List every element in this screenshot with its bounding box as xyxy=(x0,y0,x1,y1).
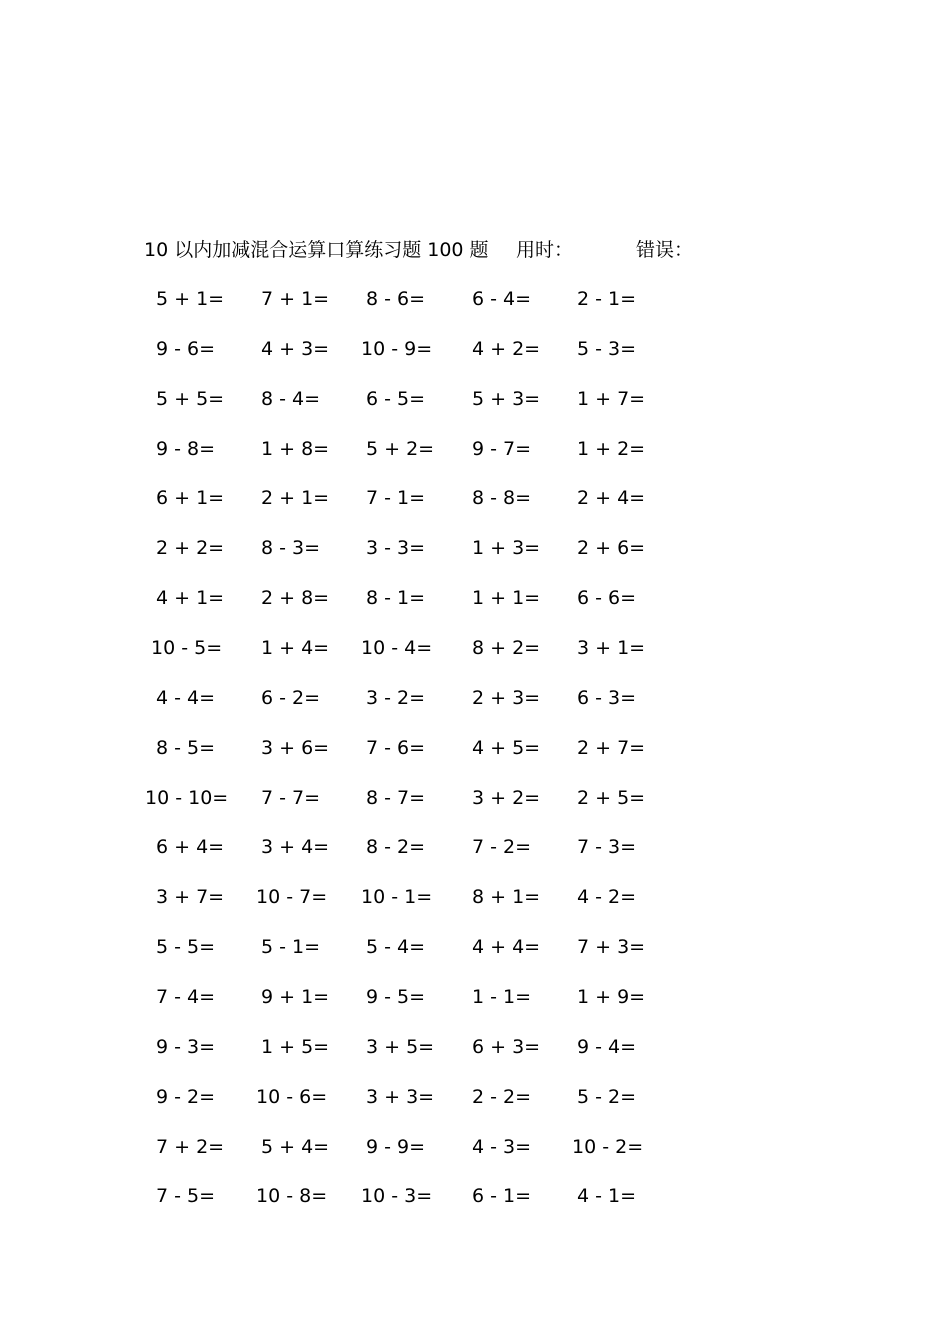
arithmetic-problem: 1 + 9= xyxy=(577,985,646,1008)
arithmetic-problem: 5 + 5= xyxy=(156,387,225,410)
problem-row xyxy=(0,733,950,763)
arithmetic-problem: 3 - 2= xyxy=(366,686,426,709)
arithmetic-problem: 9 - 6= xyxy=(156,337,216,360)
arithmetic-problem: 9 - 8= xyxy=(156,437,216,460)
arithmetic-problem: 4 - 3= xyxy=(472,1135,532,1158)
arithmetic-problem: 2 + 7= xyxy=(577,736,646,759)
arithmetic-problem: 1 + 4= xyxy=(261,637,330,659)
error-count-label: 错误： xyxy=(636,239,694,261)
arithmetic-problem: 7 - 2= xyxy=(472,836,532,859)
arithmetic-problem: 1 + 3= xyxy=(472,537,541,560)
problem-row xyxy=(0,483,950,513)
arithmetic-problem: 4 - 4= xyxy=(156,686,216,709)
problem-row xyxy=(0,1032,950,1062)
arithmetic-problem: 2 - 1= xyxy=(577,288,637,310)
arithmetic-problem: 5 + 3= xyxy=(472,387,541,410)
arithmetic-problem: 2 + 4= xyxy=(577,487,646,510)
arithmetic-problem: 9 - 7= xyxy=(472,437,532,460)
arithmetic-problem: 4 + 3= xyxy=(261,337,330,360)
arithmetic-problem: 7 - 6= xyxy=(366,736,426,759)
arithmetic-problem: 8 - 1= xyxy=(366,587,426,610)
arithmetic-problem: 6 - 5= xyxy=(366,387,426,410)
arithmetic-problem: 2 + 8= xyxy=(261,587,330,610)
arithmetic-problem: 9 - 5= xyxy=(366,985,426,1008)
arithmetic-problem: 5 - 4= xyxy=(366,936,426,959)
worksheet-header xyxy=(0,236,950,264)
arithmetic-problem: 9 - 4= xyxy=(577,1035,637,1058)
arithmetic-problem: 8 - 8= xyxy=(472,487,532,510)
problem-row xyxy=(0,832,950,862)
arithmetic-problem: 10 - 5= xyxy=(151,637,223,659)
arithmetic-problem: 5 + 2= xyxy=(366,437,435,460)
arithmetic-problem: 1 + 7= xyxy=(577,387,646,410)
problem-row xyxy=(0,932,950,962)
arithmetic-problem: 7 + 2= xyxy=(156,1135,225,1158)
arithmetic-problem: 10 - 1= xyxy=(361,886,433,909)
problem-row xyxy=(0,1082,950,1112)
arithmetic-problem: 4 + 1= xyxy=(156,587,225,610)
problem-row xyxy=(0,882,950,912)
arithmetic-problem: 3 + 4= xyxy=(261,836,330,859)
arithmetic-problem: 3 + 5= xyxy=(366,1035,435,1058)
arithmetic-problem: 3 + 6= xyxy=(261,736,330,759)
arithmetic-problem: 8 + 2= xyxy=(472,637,541,659)
arithmetic-problem: 9 - 9= xyxy=(366,1135,426,1158)
problem-row xyxy=(0,982,950,1012)
arithmetic-problem: 7 + 3= xyxy=(577,936,646,959)
arithmetic-problem: 3 + 7= xyxy=(156,886,225,909)
arithmetic-problem: 10 - 9= xyxy=(361,337,433,360)
arithmetic-problem: 5 + 1= xyxy=(156,288,225,310)
problem-row xyxy=(0,434,950,464)
problem-row xyxy=(0,1132,950,1162)
time-used-label: 用时： xyxy=(516,239,574,261)
problem-row xyxy=(0,783,950,813)
arithmetic-problem: 10 - 7= xyxy=(256,886,328,909)
arithmetic-problem: 7 - 1= xyxy=(366,487,426,510)
arithmetic-problem: 9 - 3= xyxy=(156,1035,216,1058)
arithmetic-problem: 4 + 4= xyxy=(472,936,541,959)
arithmetic-problem: 1 - 1= xyxy=(472,985,532,1008)
arithmetic-problem: 3 + 3= xyxy=(366,1085,435,1108)
arithmetic-problem: 10 - 4= xyxy=(361,637,433,659)
arithmetic-problem: 5 - 2= xyxy=(577,1085,637,1108)
arithmetic-problem: 1 + 5= xyxy=(261,1035,330,1058)
arithmetic-problem: 5 + 4= xyxy=(261,1135,330,1158)
arithmetic-problem: 10 - 2= xyxy=(572,1135,644,1158)
problem-row xyxy=(0,334,950,364)
arithmetic-problem: 1 + 8= xyxy=(261,437,330,460)
arithmetic-problem: 1 + 2= xyxy=(577,437,646,460)
arithmetic-problem: 6 - 3= xyxy=(577,686,637,709)
arithmetic-problem: 8 - 6= xyxy=(366,288,426,310)
arithmetic-problem: 5 - 3= xyxy=(577,337,637,360)
problem-row xyxy=(0,633,950,663)
arithmetic-problem: 2 - 2= xyxy=(472,1085,532,1108)
arithmetic-problem: 6 + 3= xyxy=(472,1035,541,1058)
problem-row xyxy=(0,533,950,563)
arithmetic-problem: 4 - 1= xyxy=(577,1185,637,1208)
arithmetic-problem: 3 + 1= xyxy=(577,637,646,659)
arithmetic-problem: 2 + 1= xyxy=(261,487,330,510)
problem-row xyxy=(0,384,950,414)
arithmetic-problem: 4 - 2= xyxy=(577,886,637,909)
arithmetic-problem: 10 - 3= xyxy=(361,1185,433,1208)
arithmetic-problem: 8 + 1= xyxy=(472,886,541,909)
arithmetic-problem: 3 - 3= xyxy=(366,537,426,560)
problem-row xyxy=(0,1181,950,1211)
arithmetic-problem: 9 + 1= xyxy=(261,985,330,1008)
arithmetic-problem: 8 - 3= xyxy=(261,537,321,560)
arithmetic-problem: 6 - 1= xyxy=(472,1185,532,1208)
arithmetic-problem: 8 - 5= xyxy=(156,736,216,759)
arithmetic-problem: 6 + 1= xyxy=(156,487,225,510)
arithmetic-problem: 3 + 2= xyxy=(472,786,541,809)
arithmetic-problem: 7 - 3= xyxy=(577,836,637,859)
arithmetic-problem: 7 + 1= xyxy=(261,288,330,310)
arithmetic-problem: 7 - 7= xyxy=(261,786,321,809)
arithmetic-problem: 2 + 3= xyxy=(472,686,541,709)
arithmetic-problem: 4 + 5= xyxy=(472,736,541,759)
arithmetic-problem: 6 - 4= xyxy=(472,288,532,310)
arithmetic-problem: 8 - 4= xyxy=(261,387,321,410)
arithmetic-problem: 1 + 1= xyxy=(472,587,541,610)
arithmetic-problem: 10 - 10= xyxy=(145,786,229,809)
problem-row xyxy=(0,284,950,314)
arithmetic-problem: 6 + 4= xyxy=(156,836,225,859)
arithmetic-problem: 4 + 2= xyxy=(472,337,541,360)
arithmetic-problem: 5 - 1= xyxy=(261,936,321,959)
arithmetic-problem: 2 + 2= xyxy=(156,537,225,560)
arithmetic-problem: 6 - 6= xyxy=(577,587,637,610)
arithmetic-problem: 2 + 6= xyxy=(577,537,646,560)
arithmetic-problem: 10 - 8= xyxy=(256,1185,328,1208)
problem-row xyxy=(0,583,950,613)
arithmetic-problem: 8 - 7= xyxy=(366,786,426,809)
arithmetic-problem: 8 - 2= xyxy=(366,836,426,859)
arithmetic-problem: 2 + 5= xyxy=(577,786,646,809)
arithmetic-problem: 7 - 4= xyxy=(156,985,216,1008)
arithmetic-problem: 7 - 5= xyxy=(156,1185,216,1208)
arithmetic-problem: 5 - 5= xyxy=(156,936,216,959)
arithmetic-problem: 9 - 2= xyxy=(156,1085,216,1108)
problem-row xyxy=(0,683,950,713)
arithmetic-problem: 6 - 2= xyxy=(261,686,321,709)
worksheet-title: 10 以内加减混合运算口算练习题 100 题 xyxy=(144,239,489,261)
arithmetic-problem: 10 - 6= xyxy=(256,1085,328,1108)
